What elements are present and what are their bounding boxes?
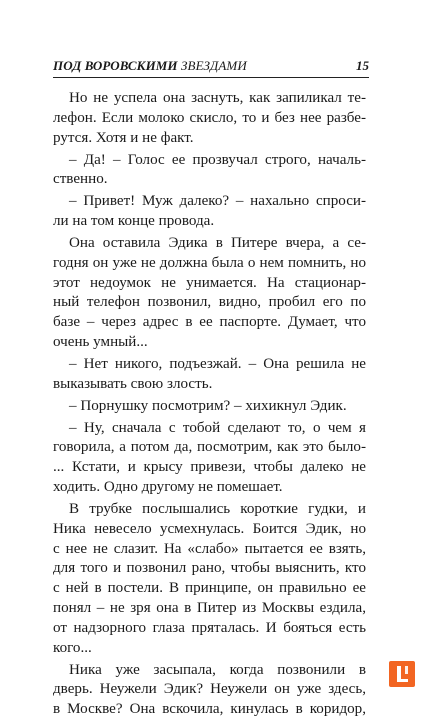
- text-line: ходить. Одно другому не помешает.: [53, 479, 283, 496]
- text-line: кого...: [53, 639, 92, 656]
- text-line: в Москве? Она вскочила, кинулась в коридор,: [53, 701, 366, 718]
- text-line: В трубке послышались короткие гудки, и: [69, 500, 366, 517]
- text-line: с нее не слазит. На «слабо» пытается ее взять,: [53, 540, 366, 557]
- text-line: очень умный...: [53, 334, 148, 351]
- text-line: выказывать свою злость.: [53, 375, 213, 392]
- running-title-rest: ЗВЕЗДАМИ: [181, 58, 247, 73]
- running-title-bold: ПОД ВОРОВСКИМИ: [53, 58, 178, 73]
- text-line: ... Кстати, и крысу привези, чтобы далеко не: [53, 459, 366, 476]
- text-line: ли на том конце провода.: [53, 213, 215, 230]
- litres-logo-icon: [389, 661, 415, 687]
- litres-logo-glyph: [389, 661, 415, 687]
- text-line: лефон. Если молоко скисло, то и без нее разбе-: [53, 109, 366, 126]
- text-line: для того и позвонил рано, чтобы выяснить, кто: [53, 560, 366, 577]
- text-line: базе – через адрес в ее паспорте. Думает, что: [53, 314, 366, 331]
- text-line: ный телефон позвонил, видно, пробил его по: [53, 294, 366, 311]
- text-line: – Привет! Муж далеко? – нахально спроси-: [69, 193, 366, 210]
- text-line: рутся. Хотя и не факт.: [53, 129, 194, 146]
- page-number: 15: [356, 58, 369, 73]
- text-line: Ника уже засыпала, когда позвонили в: [69, 661, 366, 678]
- text-line: – Да! – Голос ее прозвучал строго, началь-: [69, 151, 366, 168]
- text-line: Ника невесело усмехнулась. Боится Эдик, но: [53, 520, 366, 537]
- text-line: понял – не зря она в Питер из Москвы ездила,: [53, 600, 366, 617]
- text-line: ственно.: [53, 171, 108, 188]
- text-line: годня он уже не должна была о нем помнить, но: [53, 254, 366, 271]
- text-line: этот недоумок не унимается. На стационар-: [53, 274, 366, 291]
- text-line: с ней в постели. В принципе, он правильно ее: [53, 580, 366, 597]
- text-line: – Нет никого, подъезжай. – Она решила не: [69, 355, 366, 372]
- running-header: [53, 57, 369, 78]
- body-text: [53, 89, 366, 720]
- text-line: Но не успела она заснуть, как запиликал те-: [69, 90, 366, 106]
- text-line: – Ну, сначала с тобой сделают то, о чем я: [69, 419, 366, 436]
- text-line: Она оставила Эдика в Питере вчера, а се-: [69, 234, 366, 251]
- running-title: [53, 58, 247, 74]
- text-line: – Порнушку посмотрим? – хихикнул Эдик.: [69, 397, 347, 414]
- text-line: от надзорного глаза пряталась. И бояться есть: [53, 619, 366, 636]
- text-line: говорила, а потом да, посмотрим, как это было-: [53, 439, 366, 456]
- text-line: дверь. Неужели Эдик? Неужели он уже здесь,: [53, 681, 366, 698]
